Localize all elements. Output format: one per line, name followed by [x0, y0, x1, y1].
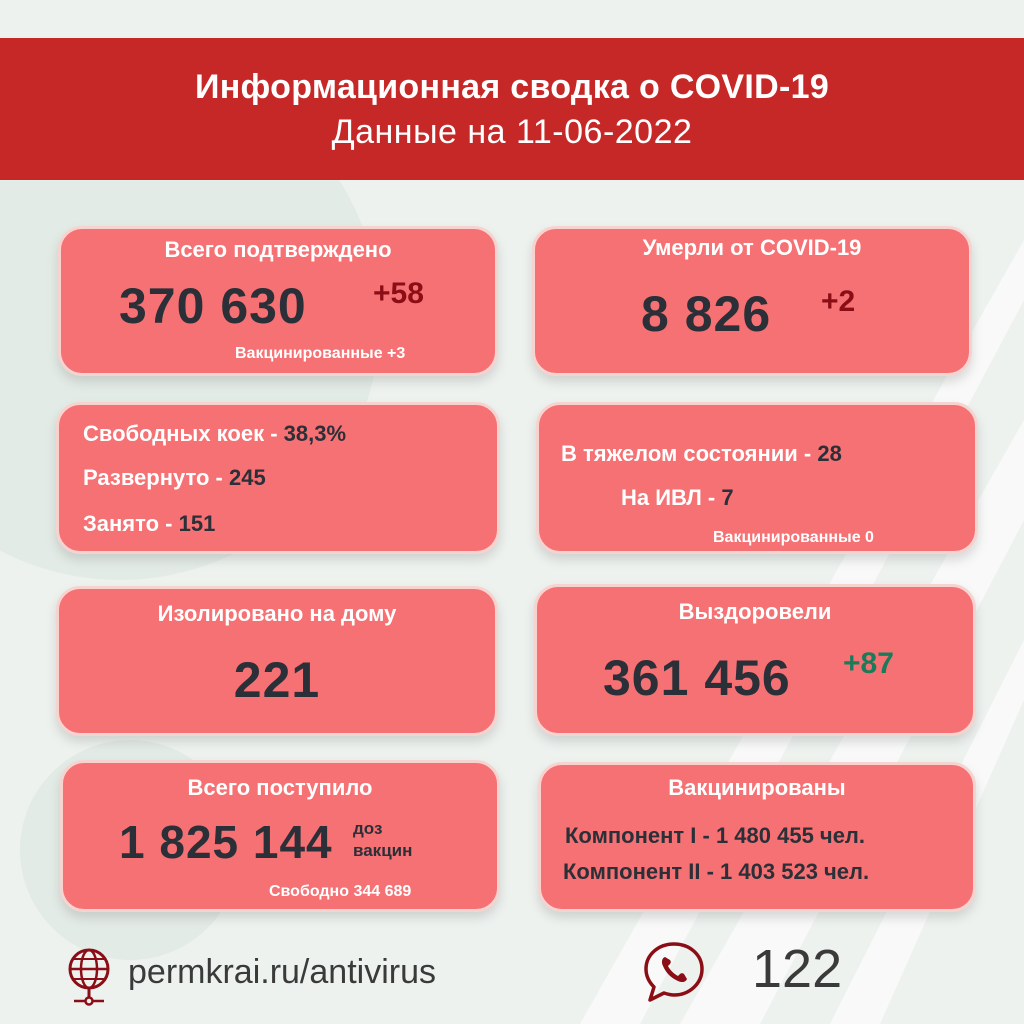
- vaccine-unit-line1: доз: [353, 819, 383, 838]
- vaccine-unit-line2: вакцин: [353, 841, 413, 860]
- card-title: Всего поступило: [187, 775, 373, 800]
- globe-icon: [66, 946, 112, 1006]
- deaths-delta: +2: [821, 285, 856, 318]
- phone-icon: [640, 938, 708, 1004]
- free-beds-line: [83, 421, 346, 447]
- severe-label: В тяжелом состоянии -: [561, 441, 818, 466]
- card-title: Выздоровели: [678, 599, 832, 624]
- card-vaccine-supply: [60, 760, 500, 912]
- card-beds: [56, 402, 500, 554]
- header-banner: [0, 38, 1024, 180]
- confirmed-value: 370 630: [119, 278, 307, 334]
- severe-vaccinated-note: Вакцинированные 0: [713, 529, 874, 546]
- card-title: Всего подтверждено: [164, 237, 392, 262]
- recovered-value: 361 456: [603, 650, 791, 706]
- card-title: Вакцинированы: [668, 775, 846, 800]
- free-beds-label: Свободных коек -: [83, 421, 284, 446]
- ventilator-line: [621, 485, 734, 511]
- vaccinated-component-1: Компонент I - 1 480 455 чел.: [565, 823, 866, 848]
- vaccine-free-note: Свободно 344 689: [269, 883, 412, 900]
- free-beds-value: 38,3%: [283, 421, 347, 446]
- website-link[interactable]: permkrai.ru/antivirus: [128, 953, 436, 991]
- vaccinated-component-2: Компонент II - 1 403 523 чел.: [563, 859, 870, 884]
- vaccine-supply-value: 1 825 144: [119, 816, 333, 868]
- severe-value: 28: [817, 441, 842, 466]
- hotline-number[interactable]: 122: [752, 939, 843, 999]
- deployed-beds-line: [83, 465, 266, 491]
- occupied-beds-label: Занято -: [83, 511, 179, 536]
- occupied-beds-value: 151: [178, 511, 216, 536]
- ventilator-value: 7: [721, 485, 734, 510]
- page-date: Данные на 11-06-2022: [331, 113, 693, 151]
- card-isolated: [56, 586, 498, 736]
- card-confirmed: [58, 226, 498, 376]
- deaths-value: 8 826: [641, 286, 772, 342]
- card-vaccinated: [538, 762, 976, 912]
- recovered-delta: +87: [843, 647, 894, 680]
- isolated-value: 221: [233, 652, 321, 708]
- card-deaths: [532, 226, 972, 376]
- page-title: Информационная сводка о COVID-19: [194, 68, 830, 106]
- ventilator-label: На ИВЛ -: [621, 485, 722, 510]
- card-severe: [536, 402, 978, 554]
- occupied-beds-line: [83, 511, 215, 537]
- severe-line: [561, 441, 842, 467]
- deployed-beds-label: Развернуто -: [83, 465, 229, 490]
- confirmed-vaccinated-note: Вакцинированные +3: [235, 345, 406, 362]
- confirmed-delta: +58: [373, 277, 424, 310]
- card-title: Изолировано на дому: [157, 601, 397, 626]
- deployed-beds-value: 245: [229, 465, 266, 490]
- card-recovered: [534, 584, 976, 736]
- card-title: Умерли от COVID-19: [642, 235, 862, 260]
